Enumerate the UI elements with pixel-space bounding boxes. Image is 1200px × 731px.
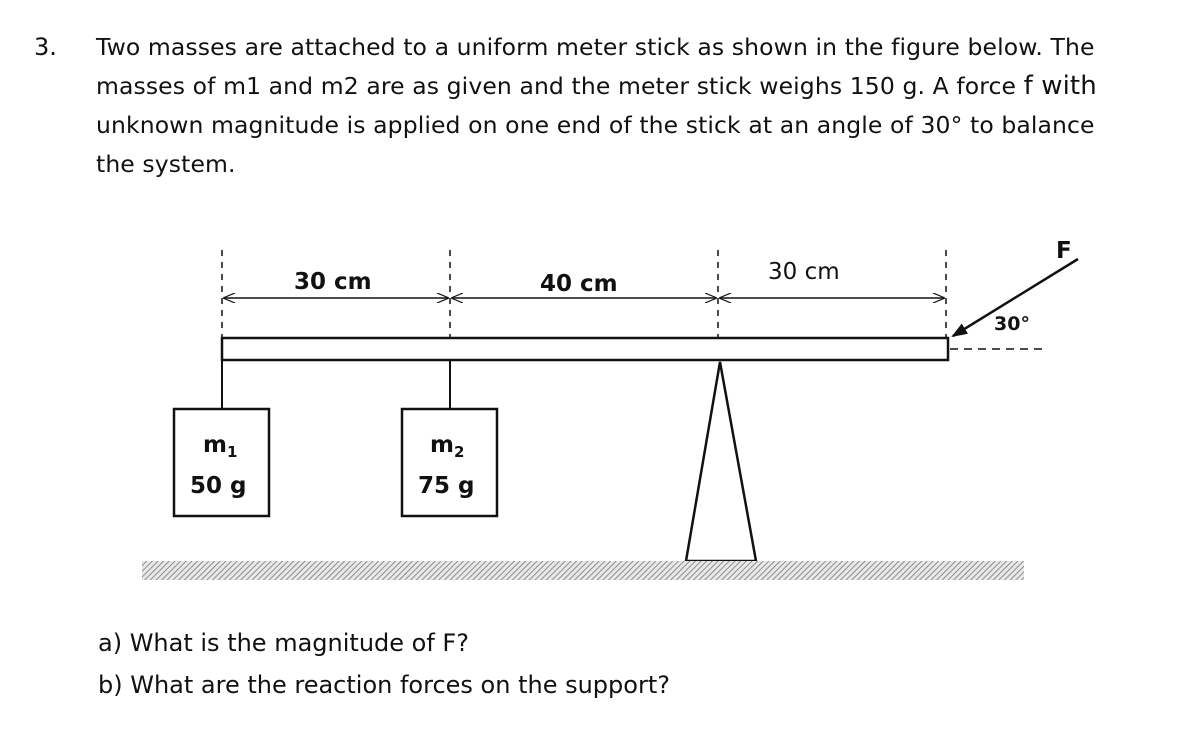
question-a: a) What is the magnitude of F? xyxy=(98,629,469,657)
question-b: b) What are the reaction forces on the support? xyxy=(98,671,670,699)
angle-label: 30° xyxy=(994,313,1030,335)
questions xyxy=(98,622,670,706)
mass-block-m2 xyxy=(402,409,497,516)
problem-line-3: unknown magnitude is applied on one end of the stick at an angle of 30° to balance xyxy=(96,111,1095,139)
mass-subscript-m1: 1 xyxy=(226,443,238,461)
dimension-label-seg2: 40 cm xyxy=(540,271,618,297)
mass-subscript-m2: 2 xyxy=(453,443,465,461)
problem-line-2-text: masses of m1 and m2 are as given and the meter stick weighs 150 g. A force xyxy=(96,72,1024,100)
problem-number: 3. xyxy=(34,33,57,61)
fulcrum-support xyxy=(686,362,756,561)
mass-value-m2: 75 g xyxy=(418,473,475,499)
dimension-label-seg3: 30 cm xyxy=(768,259,840,285)
problem-line-1: Two masses are attached to a uniform meter stick as shown in the figure below. The xyxy=(96,33,1095,61)
meter-stick xyxy=(222,338,948,360)
force-symbol-text: f with xyxy=(1023,71,1097,101)
force-label: F xyxy=(1056,238,1072,264)
mass-name-m2: m xyxy=(430,432,454,458)
ground xyxy=(142,561,1024,580)
mass-value-m1: 50 g xyxy=(190,473,247,499)
dimension-label-seg1: 30 cm xyxy=(294,269,372,295)
problem-line-4: the system. xyxy=(96,150,236,178)
mass-block-m1 xyxy=(174,409,269,516)
mass-name-m1: m xyxy=(203,432,227,458)
